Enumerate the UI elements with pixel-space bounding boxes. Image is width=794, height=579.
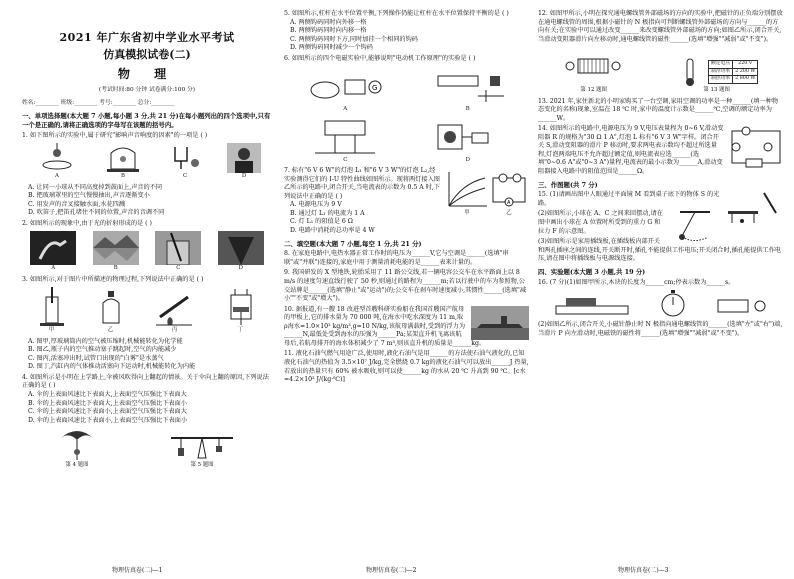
- table-cell: 制热功率: [708, 76, 732, 84]
- question-12: 12. 如图甲所示,小明在探究通电螺线管外部磁场的方向的实验中,把磁针的正负端分别摆放在通电螺线管的周围,根据小磁针的 N 极指向可判断螺线管外部磁场的方向与______的方向有关;在实验中可以通过改变______来改变螺线管外部磁场的方向;如图乙所示,闭合开关,当滑动变阻器滑片向左移动时,通电螺线管的磁性______(选填"增强""减弱"或"不变")。: [538, 10, 783, 43]
- rod-circuit-figure: [305, 117, 385, 157]
- q4-option-c: C. 伞的上表面风速比下表面小,上表面空气压强比下表面大: [28, 408, 187, 416]
- svg-text:G: G: [372, 84, 378, 93]
- q5-option-d: D. 两侧钩码同时减少一个钩码: [290, 44, 373, 52]
- stopwatch-figure: [659, 290, 687, 318]
- q16-figures: [538, 290, 784, 318]
- table-cell: 2 800 W: [733, 76, 758, 84]
- question-15c: (3)如图所示是家用插线板,在插线板内部开关和两孔插座之间的连线,开关断开时,插孔不能提供工作电压;开关闭合时,插孔能提供工作电压,请在图中将插线板与电源线连接。: [538, 238, 782, 263]
- column-2: [284, 8, 529, 563]
- q3-figures: [22, 287, 272, 334]
- question-13: 13. 2021 年,家住新北的小明家购买了一台空调,家用空调的功率是一种______(填一种物态变化的名称)现象,室温在 18 ℃ 时,家中的温度计示数是______℃,空调的额定功率为______W。: [538, 97, 779, 122]
- question-15a-text: 15. (1)请画出图中人眼通过平面镜 M 看到桌子底下的物体 S 的光路。: [538, 191, 720, 207]
- exam-title: 2021 年广东省初中学业水平考试: [59, 31, 235, 44]
- q7-circuit: A 乙: [489, 170, 529, 217]
- question-15a: [538, 191, 784, 208]
- time-info: (考试时间:80 分钟 试卷满分:100 分): [98, 86, 196, 93]
- fig12: 第 12 题图: [564, 47, 624, 94]
- q1-option-b: B. 把玻璃罩里的空气慢慢抽出,声音逐渐变小: [28, 192, 150, 200]
- motor-figure: [428, 117, 508, 157]
- q2-figure-a: A: [30, 231, 76, 272]
- q2-figures: [22, 231, 272, 272]
- question-2: 2. 如图所示的现象中,由于光的折射形成的是 ( ): [22, 219, 152, 227]
- bell-jar-figure: [103, 143, 143, 173]
- circuit-figure: [489, 170, 529, 210]
- q1-figure-d: D: [227, 143, 261, 180]
- question-4: 4. 如图所示是小明在上学路上,伞被风吹得向上翻起的情景。关于伞向上翻的原因,下列说法正确的是 ( ): [22, 373, 269, 390]
- q1-option-a: A. 让同一小球从不同高度掉到鼓面上,声音的不同: [28, 183, 163, 191]
- tuning-fork-figure: [165, 143, 205, 173]
- q1-option-c: C. 用发声的音叉接触水面,水花四溅: [28, 200, 126, 208]
- q14-figure: [728, 125, 784, 169]
- table-cell: 220 V: [733, 61, 758, 69]
- q1-figure-a: A: [33, 143, 81, 180]
- q6-figure-d: D: [428, 117, 508, 164]
- mountain-reflection-photo: [93, 231, 139, 265]
- fig13-content: [675, 57, 758, 87]
- lever-balance-figure: [167, 428, 237, 462]
- q6-figure-a: G A: [305, 66, 385, 113]
- q1-figure-b: B: [103, 143, 143, 180]
- magnet-rail-figure: [428, 66, 508, 106]
- solenoid-figure: [564, 47, 624, 87]
- circuit-figure-14: [728, 125, 784, 169]
- section-3-heading: 三、作图题(共 7 分): [538, 180, 598, 189]
- q7-figures: [445, 167, 529, 220]
- fig4: 第 4 题图: [57, 428, 97, 469]
- question-16: 16. (7 分)(1)如图甲所示,木块的长度为______cm;停表示数为______s。: [538, 278, 735, 286]
- q7-figure-row: [445, 170, 529, 217]
- q7-graph: 甲: [445, 170, 489, 217]
- table-cell: 额定电压: [708, 61, 732, 69]
- coil-magnet-figure: [305, 66, 385, 106]
- svg-text:A: A: [507, 200, 511, 207]
- q1-option-d: D. 吹笛子,把笛孔堵住不同的位置,声音的音调不同: [28, 209, 165, 217]
- question-3: 3. 如图所示,对于图片中所描述的物理过程,下列说法中正确的是 ( ): [22, 275, 204, 283]
- page-footer-3: 物理仿真卷(二)—3: [618, 566, 669, 574]
- q5-option-c: C. 两侧钩码同时下方,同时加挂一个相同的钩码: [290, 35, 418, 43]
- question-16b: (2)如图乙所示,闭合开关,小磁针静止时 N 极指向通电螺线管的______(选填"左"或"右")端,当滑片 P 向左滑动时,电磁铁的磁性将______(选填"增强""减弱"或"不变")。: [538, 321, 783, 337]
- question-7-text: 7. 标有"6 V 6 W"的灯泡 L₁ 和"6 V 3 W"的灯泡 L₂,经实验测得它们的 I-U 特性曲线如图所示。现将两灯接入图乙所示的电路中,闭合开关,当电流表的示数为 0.5 A 时,下列说法中正确的是 ( ): [284, 167, 441, 200]
- q1-figure-c: C: [165, 143, 205, 180]
- section-4-heading: 四、实验题(本大题 3 小题,共 19 分): [538, 267, 646, 276]
- aircraft-carrier-photo: [471, 306, 529, 340]
- shadow-photo: [218, 231, 264, 265]
- column-3: [538, 8, 784, 563]
- table-cell: 制冷功率: [708, 68, 732, 76]
- compression-cylinder-figure: [34, 287, 70, 327]
- question-11: 11. 液化石油气燃气用途广泛,使用时,液化石油气是用______的方法使石油气液化的,已知液化石油气的热值为 3.5×10⁷ J/kg,完全燃烧 0.7 kg的液化石油气可以放出______J 热量,若放出的热量只有 60% 被水吸收,则可以使______kg 的水从 20 ℃ 升高到 90 ℃。[c水=4.2×10³ J/(kg·℃)]: [284, 350, 529, 384]
- spoon-in-water-photo: [155, 231, 201, 265]
- q4-q5-figures: [22, 428, 272, 469]
- question-10: [284, 306, 529, 349]
- exam-subtitle: 仿真模拟试卷(二): [103, 48, 191, 62]
- q10-figure: [471, 306, 529, 340]
- ball-speaker-figure: [33, 143, 81, 173]
- q3-option-b: B. 图乙,瓶子内的空气推动塞子跳起时,空气的内能减少: [28, 346, 177, 354]
- q6-figure-b: B: [428, 66, 508, 113]
- question-1: 1. 如下图所示的实验中,属于研究"影响声音响度的因素"的一项是 ( ): [22, 131, 208, 139]
- pendulum-figure: [670, 210, 720, 244]
- q6-figures: [284, 66, 529, 113]
- engine-cylinder-figure: [221, 287, 261, 327]
- question-9: 9. 我国研发的 X 型地铁,轮胎采用了 11 路公交线,若一辆电容公交车在水平路面上以 8 m/s 的速度匀速直线行驶了 50 秒,则通过的路程为______m;若以行驶中的车为参照物,公交站牌是______(选填"静止"或"运动")的;公交车在刹车时速度减小,其惯性______(选填"减小""不变"或"增大")。: [284, 269, 527, 303]
- q3-option-c: C. 图丙,活塞冲出时,试管口出现的"白雾"是水蒸气: [28, 354, 164, 362]
- q3-figure-bing: 丙: [152, 287, 198, 334]
- q2-figure-d: D: [218, 231, 264, 272]
- iu-graph: [445, 170, 489, 210]
- q5-option-b: B. 两侧钩码同时向内移一格: [290, 27, 367, 35]
- section-2-heading: 二、填空题(本大题 7 小题,每空 1 分,共 21 分): [284, 239, 422, 248]
- q7-option-c: C. 灯 L₁ 的阻值是 6 Ω: [290, 218, 353, 226]
- umbrella-figure: [57, 428, 97, 462]
- person-photo: [227, 143, 261, 173]
- q12-q13-figures: [538, 47, 784, 94]
- bottle-pump-figure: [93, 287, 129, 327]
- q3-option-a: A. 图甲,厚玻璃筒内的空气被压缩时,机械能转化为化学能: [28, 337, 183, 345]
- question-15b-text: (2)如图所示,小球在 A、C 之间来回摆动,请在图中画出小球在 A 位置时所受到的重力 G 和拉力 F 的示意图。: [538, 210, 663, 235]
- fig13: 额定电压 220 V 制冷功率 2 200 W 制热功率 2 800 W 第 13 题图: [675, 57, 758, 94]
- question-8: 8. 在家庭电路中,电热水器正常工作时的电压为______V,它与空调是______(选填"串联"或"并联")连接的,家庭中用于测量消耗电能的是______表来计量的。: [284, 250, 509, 266]
- page-footer-1: 物理仿真卷(二)—1: [112, 566, 163, 574]
- test-tube-steam-figure: [152, 287, 198, 327]
- q4-option-d: D. 伞的上表面风速比下表面小,上表面空气压强比下表面小: [28, 416, 188, 424]
- q1-figures: [22, 143, 272, 180]
- q3-figure-yi: 乙: [93, 287, 129, 334]
- section-1-heading: 一、单项选择题(本大题 7 小题,每小题 3 分,共 21 分)在每小题列出的四个选项中,只有一个是正确的,请将正确选项的字母写在该题的括号内。: [22, 111, 271, 129]
- question-10-text: 10. 据报道,有一艘 18 改进型首艘科研实验船在我国首艘国产航母的甲板上,它的排水量为 70 000 吨,在海水中吃水深度为 11 m,取 ρ海水=1.0×10³ kg/m³,g=10 N/kg,该航母满载时,受到的浮力为______N,最低处受到海水的压强为______Pa;某架直升机飞离该航母后,若航母排开的海水体积减少了 7 m³,则该直升机的质量是______kg。: [284, 305, 486, 347]
- column-1: [22, 8, 272, 563]
- thermometer-figure: [675, 57, 705, 87]
- ac-spec-table: [708, 60, 758, 84]
- q4-option-a: A. 伞的上表面风速比下表面大,上表面空气压强比下表面大: [28, 390, 187, 398]
- q15a-figure: [724, 191, 784, 225]
- q7-option-b: B. 通过灯 L₁ 的电流为 1 A: [290, 209, 365, 217]
- q6-figure-c: C: [305, 117, 385, 164]
- question-6: 6. 如图所示的四个电磁实验中,能够说明"电动机工作原理"的实验是 ( ): [284, 54, 476, 62]
- question-5: 5. 如图所示,杠杆在水平位置平衡,下列操作仍能让杠杆在水平位置保持平衡的是 ( ): [284, 10, 509, 17]
- q2-figure-b: B: [93, 231, 139, 272]
- table-cell: 2 200 W: [733, 68, 758, 76]
- q15b-figure: [670, 210, 720, 244]
- q3-figure-ding: 丁: [221, 287, 261, 334]
- fig5: 第 5 题图: [167, 428, 237, 469]
- question-14: [538, 125, 784, 176]
- shadow-play-photo: [30, 231, 76, 265]
- ruler-figure: [552, 294, 632, 318]
- page-footer-2: 物理仿真卷(二)—2: [366, 566, 417, 574]
- q7-option-a: A. 电源电压为 9 V: [290, 201, 342, 209]
- electromagnet-figure: [714, 294, 770, 318]
- q3-figure-jia: 甲: [34, 287, 70, 334]
- question-14-text: 14. 如图所示的电路中,电源电压为 9 V,电压表量程为 0~6 V,滑动变阻器 R 的规格为"30 Ω 1 A",灯泡 L 标有"6 V 3 W"字样。闭合开关 S,滑动变阻器的滑片 P 移动时,要求两电表示数均不超过所选量程,灯泡两端电压不允许超过额定值,则电流表应选______(选填"0~0.6 A"或"0~3 A")量程,电流表的最小示数为______A,滑动变阻器接入电路中的阻值范围是______Ω。: [538, 125, 724, 176]
- student-fields: 姓名:________ 班级:________ 考号:________ 总分:________: [22, 99, 175, 106]
- q6-figures-2: [284, 117, 529, 164]
- q4-option-b: B. 伞的上表面风速比下表面大,上表面空气压强比下表面小: [28, 399, 187, 407]
- q2-figure-c: C: [155, 231, 201, 272]
- q7-option-d: D. 电路中消耗的总功率是 4 W: [290, 227, 375, 235]
- q3-option-d: D. 图丁,汽缸内的气体推动活塞向下运动时,机械能转化为内能: [28, 363, 196, 371]
- mirror-table-figure: [724, 191, 784, 225]
- q5-option-a: A. 两侧钩码同时向外移一格: [290, 18, 367, 26]
- subject-title: 物 理: [117, 67, 177, 82]
